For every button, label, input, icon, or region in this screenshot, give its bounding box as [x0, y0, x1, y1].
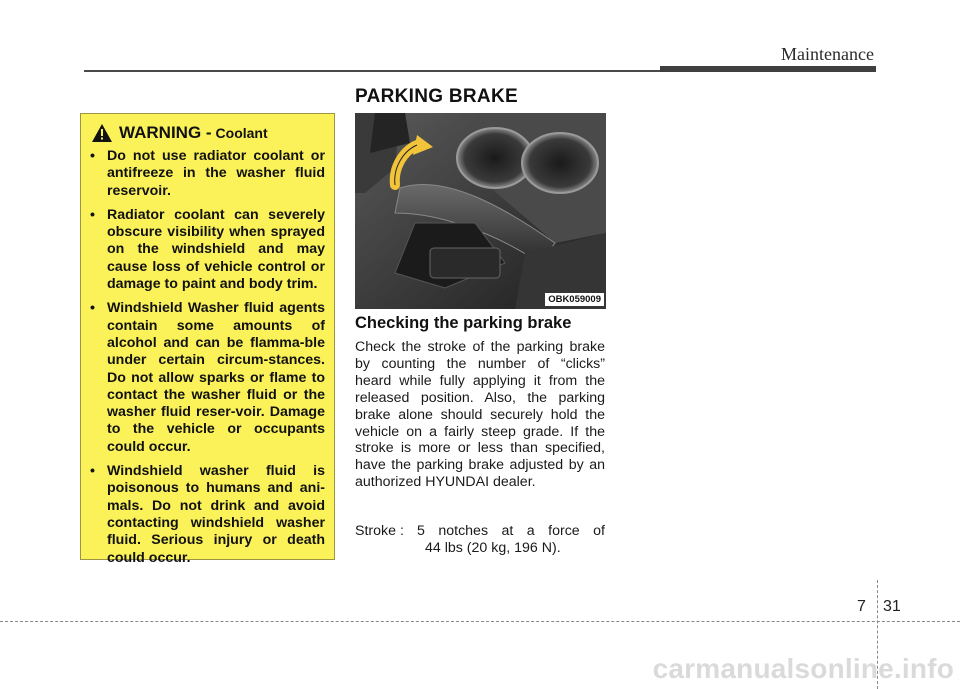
parking-brake-illustration — [355, 113, 606, 309]
warning-item: • Windshield washer fluid is poisonous to humans and ani-mals. Do not drink and avoid contacting windshield washer fluid. Serious injury or death could occur. — [90, 463, 325, 566]
warning-subtitle: Coolant — [215, 125, 268, 141]
header-rule-thick — [660, 66, 876, 72]
page-number: 31 — [883, 598, 901, 615]
stroke-value: 5 notches at a force of — [417, 523, 605, 539]
watermark: carmanualsonline.info — [652, 653, 954, 684]
warning-item: • Windshield Washer fluid agents contain some amounts of alcohol and can be flamma-ble under certain circum-stances. Do not allow sparks or flame to contact the washer fluid or the washer fluid reser-voir. Damage to the vehicle or occupants could occur. — [90, 300, 325, 455]
warning-title: WARNING - — [119, 123, 212, 142]
warning-item: • Do not use radiator coolant or antifreeze in the washer fluid reservoir. — [90, 148, 325, 199]
checking-heading: Checking the parking brake — [355, 314, 572, 332]
figure-code: OBK059009 — [545, 293, 604, 306]
parking-brake-figure — [355, 113, 606, 309]
warning-item: • Radiator coolant can severely obscure visibility when sprayed on the windshield and may cause loss of vehicle control or damage to paint and body trim. — [90, 206, 325, 293]
warning-triangle-icon — [91, 123, 113, 143]
section-title: PARKING BRAKE — [355, 86, 518, 107]
footer-rule — [0, 621, 960, 622]
warning-heading — [91, 122, 268, 144]
stroke-label: Stroke : — [355, 523, 404, 539]
warning-list — [87, 148, 325, 574]
stroke-value-continued: 44 lbs (20 kg, 196 N). — [425, 540, 561, 556]
warning-box — [80, 113, 335, 566]
stroke-spec — [355, 523, 605, 557]
running-header: Maintenance — [781, 44, 874, 64]
chapter-number: 7 — [857, 598, 866, 615]
header-rule-thin — [84, 70, 660, 72]
checking-body: Check the stroke of the parking brake by counting the number of “clicks” heard while fully applying it from the released position. Also, the parking brake alone should securely hold the vehicle on a fairly steep grade. If the stroke is more or less than specified, have the parking brake adjusted by an authorized HYUNDAI dealer. — [355, 339, 605, 491]
